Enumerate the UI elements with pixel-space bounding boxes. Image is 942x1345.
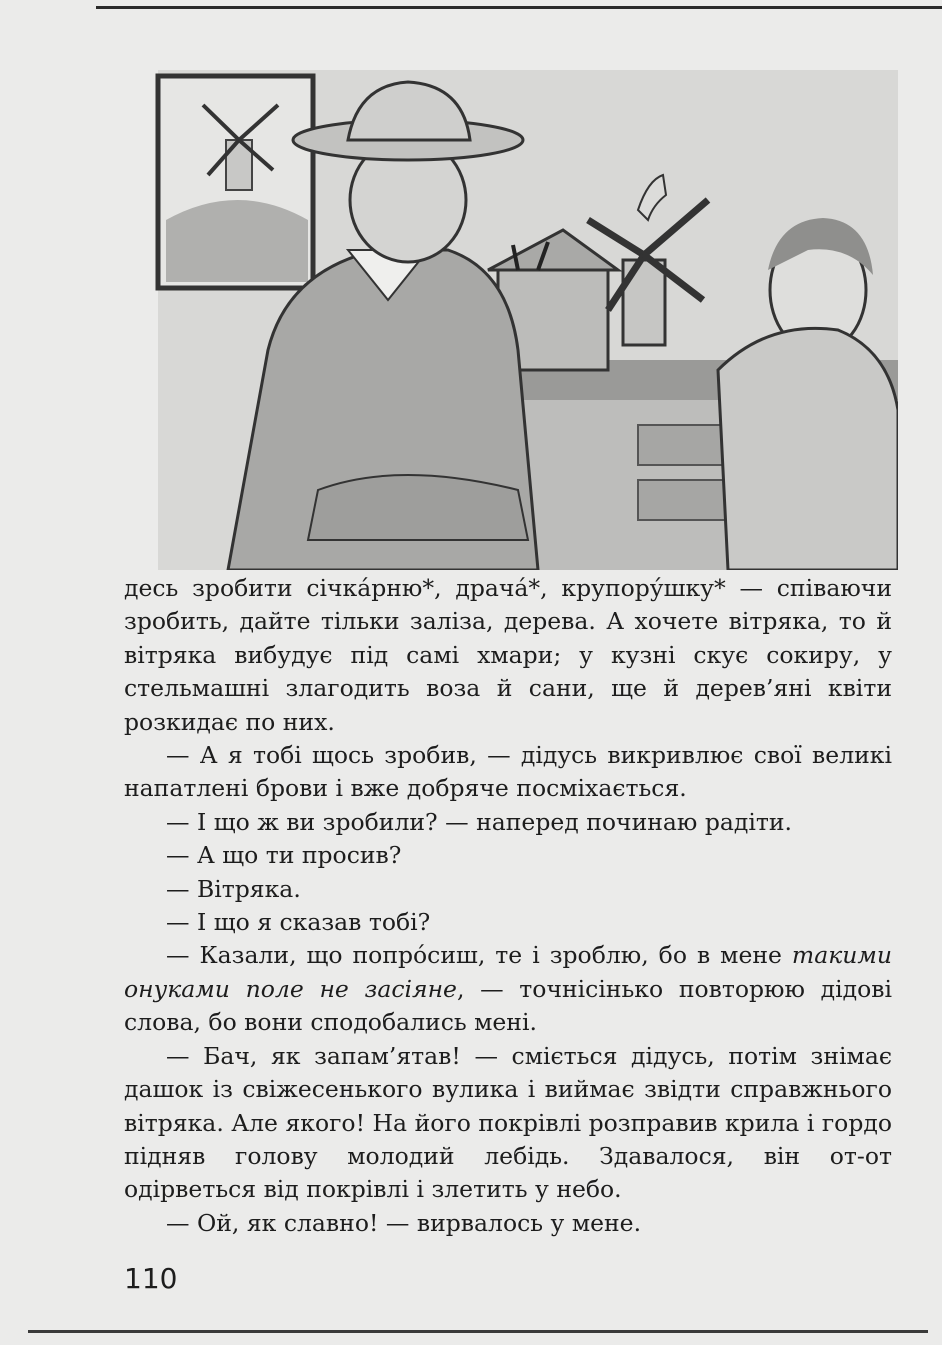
illustration-grandfather-boy-windmill [118,70,898,570]
body-text [124,572,892,1240]
paragraph: — Бач, як запам’ятав! — сміється дідусь, потім знімає дашок із свіжесенького вулика і виймає звідти справжнього вітряка. Але якого! На його покрівлі розправив крила і гордо підняв голову молодий лебідь. Здавалося, він от-от одірветься від покрівлі і злетить у небо. [124,1041,892,1204]
paragraph [124,939,892,1039]
paragraph-text: , — точнісінько повторюю дідові слова, бо вони сподобались мені. [124,974,893,1037]
paragraph: — А що ти просив? [166,841,402,870]
paragraph: — І що ж ви зробили? — наперед починаю радіти. [166,807,793,836]
framed-picture [158,76,313,288]
paragraph: — І що я сказав тобі? [166,908,431,937]
paragraph: — Ой, як славно! — вирвалось у мене. [166,1208,642,1237]
paragraph: — Вітряка. [166,874,301,903]
paragraph: десь зробити січка́рню*, драча́*, крупору́шку* — співаючи зробить, дайте тільки заліза, дерева. А хочете вітряка, то й вітряка вибудує під самі хмари; у кузні скує сокиру, у стельмашні злагодить воза й сани, ще й дерев’яні квіти розкидає по них. [124,574,892,736]
paragraph: — А я тобі щось зробив, — дідусь викривлює свої великі напатлені брови і вже добряче посміхається. [124,741,892,803]
paragraph-text: — Казали, що попро́сиш, те і зроблю, бо в мене [166,941,792,970]
italic-quote: такими онуками поле не засіяне [124,941,892,1003]
page-number: 110 [124,1262,178,1295]
bottom-rule [28,1330,928,1333]
top-rule [96,6,942,9]
